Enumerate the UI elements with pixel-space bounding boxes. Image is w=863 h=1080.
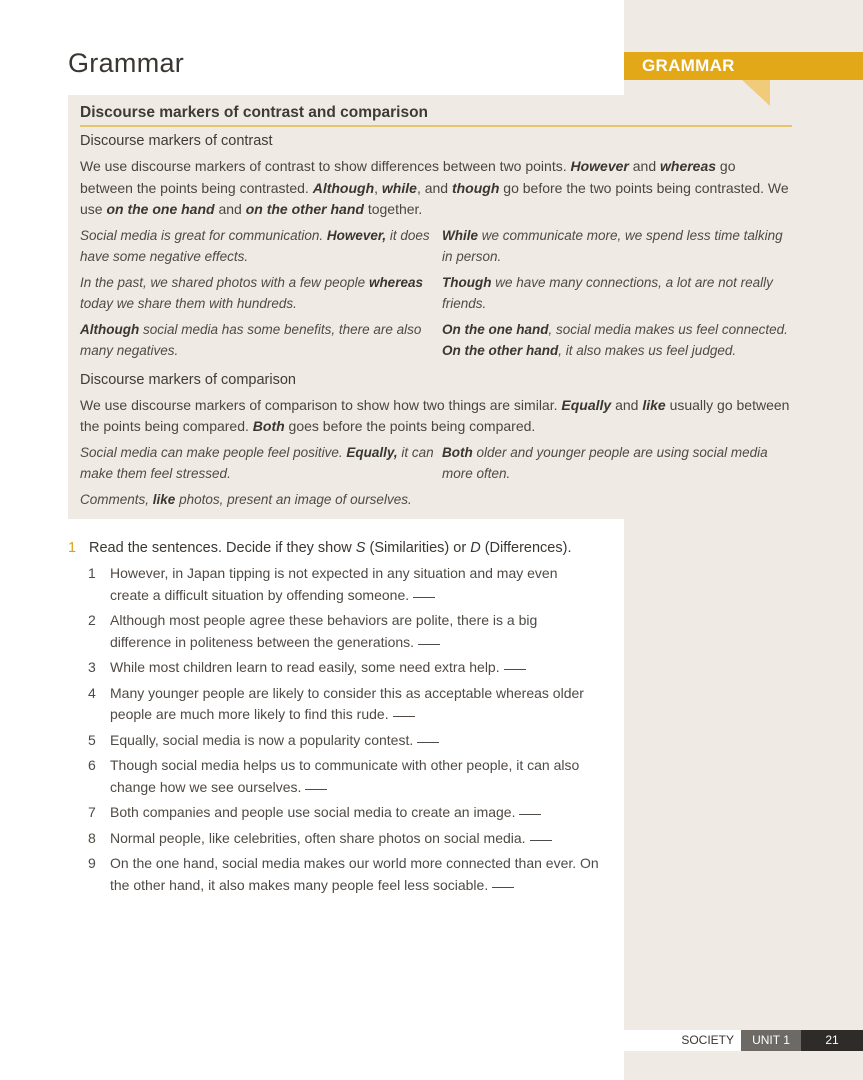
tag-fold <box>742 80 770 106</box>
item-text: Though social media helps us to communicate with other people, it can also change how we see ourselves. <box>110 757 580 795</box>
item-text: On the one hand, social media makes our world more connected than ever. On the other hand, it also makes many people feel less sociable. <box>110 855 599 893</box>
emphasis: on the other hand <box>245 201 364 217</box>
contrast-example: Social media is great for communication. However, it does have some negative effects. <box>80 227 430 264</box>
emphasis: like <box>642 396 666 413</box>
answer-blank[interactable] <box>393 716 415 717</box>
emphasis: Although <box>312 179 375 196</box>
emphasis: Both <box>252 418 285 434</box>
contrast-heading: Discourse markers of contrast <box>80 133 273 149</box>
emphasis: Equally <box>561 396 612 413</box>
answer-blank[interactable] <box>418 644 440 645</box>
item-text: Many younger people are likely to consider this as acceptable whereas older people are much more likely to find this rude. <box>110 684 584 722</box>
comparison-examples <box>80 442 792 511</box>
exercise-items <box>88 563 608 896</box>
item-text: Equally, social media is now a popularity contest. <box>110 730 600 752</box>
emphasis: However, <box>326 227 387 243</box>
emphasis: On the one hand <box>442 321 549 337</box>
answer-blank[interactable] <box>504 669 526 670</box>
section-tag <box>624 52 863 80</box>
exercise-item <box>88 755 608 798</box>
answer-blank[interactable] <box>530 840 552 841</box>
emphasis: On the other hand <box>442 343 559 358</box>
emphasis: Though <box>442 274 492 290</box>
emphasis: like <box>152 491 176 507</box>
comparison-example: Both older and younger people are using social media more often. <box>442 444 768 481</box>
answer-blank[interactable] <box>417 742 439 743</box>
exercise-item <box>88 730 608 752</box>
answer-blank[interactable] <box>413 597 435 598</box>
item-number: 6 <box>88 757 96 773</box>
item-number: 5 <box>88 731 96 748</box>
emphasis: whereas <box>660 158 717 174</box>
item-number: 7 <box>88 804 96 820</box>
page-number: 21 <box>801 1030 863 1051</box>
tag-label: GRAMMAR <box>642 56 735 75</box>
item-number: 3 <box>88 659 96 675</box>
footer-unit: UNIT 1 <box>741 1030 801 1051</box>
contrast-explanation: We use discourse markers of contrast to show differences between two points. However and whereas go between the points being contrasted. Although, while, and though go before the two points being contrasted. We use on the one hand and on the other hand together. <box>80 158 789 217</box>
item-text: Normal people, like celebrities, often share photos on social media. <box>110 828 600 850</box>
exercise-item <box>88 853 608 896</box>
exercise-item <box>88 683 608 726</box>
grammar-box-title: Discourse markers of contrast and comparison <box>80 104 792 127</box>
italic-letter: S <box>355 540 366 556</box>
exercise-item <box>88 610 608 653</box>
comparison-example: Social media can make people feel positive. Equally, it can make them feel stressed. <box>80 444 434 481</box>
emphasis: on the one hand <box>106 201 215 217</box>
footer-section: SOCIETY <box>624 1030 741 1051</box>
item-number: 8 <box>88 829 96 846</box>
exercise-number: 1 <box>68 540 77 556</box>
page-title: Grammar <box>68 48 185 78</box>
answer-blank[interactable] <box>519 814 541 815</box>
contrast-example: Though we have many connections, a lot are not really friends. <box>442 274 773 311</box>
comparison-example: Comments, like photos, present an image of ourselves. <box>80 491 412 507</box>
answer-blank[interactable] <box>305 789 327 790</box>
exercise-1 <box>68 540 608 900</box>
emphasis: while <box>381 179 417 196</box>
item-number: 9 <box>88 855 96 871</box>
emphasis: While <box>442 227 478 243</box>
item-number: 4 <box>88 684 96 701</box>
item-text: Although most people agree these behaviors are polite, there is a big difference in politeness between the generations. <box>110 612 538 650</box>
emphasis: Although <box>80 321 140 337</box>
item-number: 2 <box>88 612 96 628</box>
item-number: 1 <box>88 565 96 581</box>
contrast-example: In the past, we shared photos with a few people whereas today we share them with hundreds. <box>80 274 423 311</box>
answer-blank[interactable] <box>492 887 514 888</box>
exercise-item <box>88 802 608 824</box>
exercise-item <box>88 563 608 606</box>
emphasis: Both <box>442 444 473 460</box>
item-text: Both companies and people use social media to create an image. <box>110 802 600 824</box>
emphasis: Equally, <box>346 444 398 460</box>
italic-letter: D <box>470 540 481 556</box>
contrast-example: On the one hand, social media makes us feel connected. On the other hand, it also makes us feel judged. <box>442 321 788 358</box>
exercise-instruction <box>68 540 608 556</box>
contrast-example: Although social media has some benefits, there are also many negatives. <box>80 321 422 358</box>
emphasis: though <box>451 179 500 196</box>
item-text: However, in Japan tipping is not expected in any situation and may even create a difficult situation by offending someone. <box>110 565 558 603</box>
grammar-box <box>80 104 792 510</box>
exercise-item <box>88 657 608 679</box>
comparison-heading: Discourse markers of comparison <box>80 371 296 388</box>
contrast-examples <box>80 225 792 362</box>
exercise-item <box>88 828 608 850</box>
emphasis: whereas <box>368 274 423 290</box>
emphasis: However <box>570 158 629 174</box>
exercise-instruction-text: Read the sentences. Decide if they show S (Similarities) or D (Differences). <box>89 540 572 556</box>
comparison-explanation: We use discourse markers of comparison to show how two things are similar. Equally and like usually go between the points being compared. Both goes before the points being compared. <box>80 396 790 434</box>
item-text: While most children learn to read easily, some need extra help. <box>110 657 600 679</box>
contrast-example: While we communicate more, we spend less time talking in person. <box>442 227 783 264</box>
